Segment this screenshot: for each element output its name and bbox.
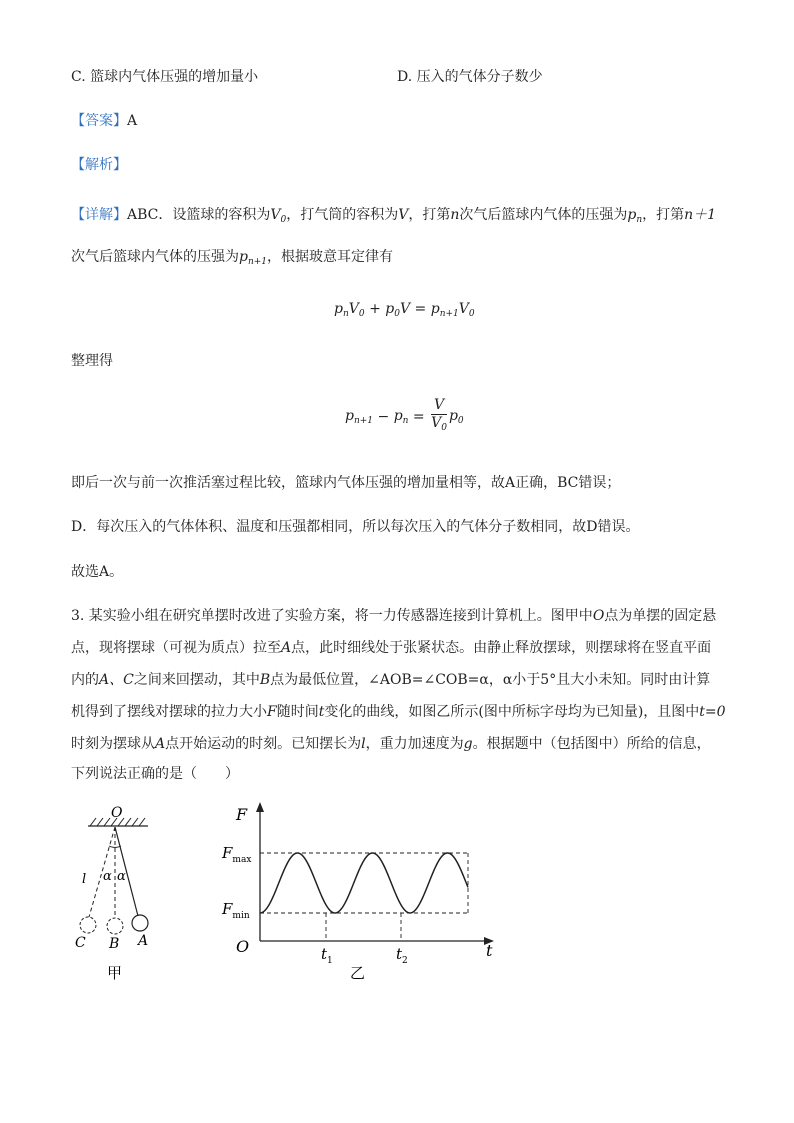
- detail-text: 次气后篮球内气体的压强为: [71, 249, 239, 265]
- var-v: V: [398, 207, 409, 223]
- detail-text: ，打第: [642, 207, 685, 223]
- label-alpha-left: α: [103, 869, 112, 884]
- label-c: C: [75, 935, 86, 951]
- option-d: D. 压入的气体分子数少: [397, 69, 543, 85]
- force-time-graph: [218, 796, 503, 986]
- var-n: n: [450, 207, 460, 223]
- caption-yi: 乙: [350, 964, 366, 982]
- var-pn: $p_n$: [627, 207, 643, 225]
- equation-1: $p_nV_0 + p_0V = p_{n+1}V_0$: [334, 301, 475, 319]
- label-f-axis: F: [236, 805, 248, 824]
- detail-text: ，打第: [408, 207, 451, 223]
- equation-2: $p_{n+1} - p_n$ = $\frac{V}{V_0}$ $p_0$: [345, 397, 464, 433]
- var-v0: $V_0$: [270, 207, 287, 225]
- option-c: C. 篮球内气体压强的增加量小: [71, 69, 259, 85]
- ball-b: [107, 918, 123, 934]
- q3-line-1: 3. 某实验小组在研究单摆时改进了实验方案，将一力传感器连接到计算机上。图甲中O点为单摆的固定悬: [71, 608, 717, 624]
- label-alpha-right: α: [117, 869, 126, 884]
- answer-line: [71, 111, 137, 131]
- pendulum-figure: [70, 800, 180, 985]
- ball-a: [132, 915, 148, 931]
- detail-line-2: [71, 247, 393, 272]
- answer-tag: 【答案】: [71, 113, 127, 129]
- q3-line-3: 内的A、C之间来回摆动，其中B点为最低位置，∠AOB=∠COB=α，α小于5°且大小未知。同时由计算: [71, 672, 711, 688]
- f-axis-arrow: [256, 802, 264, 812]
- q3-line-2: 点，现将摆球（可视为质点）拉至A点，此时细线处于张紧状态。由静止释放摆球，则摆球将在竖直平面: [71, 640, 712, 656]
- detail-tag: 【详解】: [71, 207, 127, 223]
- label-b: B: [109, 936, 120, 952]
- var-pn1: $p_{n+1}$: [239, 249, 268, 267]
- label-l: l: [82, 872, 87, 887]
- detail-text: 次气后篮球内气体的压强为: [459, 207, 628, 223]
- label-t2: $t_2$: [396, 945, 408, 966]
- label-t-axis: t: [486, 941, 493, 960]
- label-origin: O: [236, 937, 250, 956]
- caption-jia: 甲: [107, 964, 123, 982]
- answer-value: A: [127, 113, 138, 129]
- label-a: A: [138, 933, 149, 949]
- q3-line-4: 机得到了摆线对摆球的拉力大小F随时间t变化的曲线，如图乙所示(图中所标字母均为已知量)，且图中t=0: [71, 704, 726, 720]
- detail-text: ，根据玻意耳定律有: [267, 249, 394, 265]
- var-n1: n＋1: [684, 207, 717, 223]
- analysis-tag: 【解析】: [71, 157, 127, 173]
- label-fmin: $F_{min}$: [222, 900, 250, 921]
- force-curve: [260, 853, 468, 913]
- conclusion-1: 即后一次与前一次推活塞过程比较，篮球内气体压强的增加量相等，故A正确，BC错误；: [71, 475, 621, 491]
- label-fmax: $F_{max}$: [222, 844, 252, 865]
- label-o: O: [111, 805, 123, 821]
- q3-line-6: 下列说法正确的是（ ）: [71, 766, 239, 782]
- detail-text: ABC．设篮球的容积为: [127, 207, 271, 223]
- angle-arc: [109, 846, 121, 848]
- conclusion-2: D．每次压入的气体体积、温度和压强都相同，所以每次压入的气体分子数相同，故D错误。: [71, 519, 640, 535]
- ball-c: [80, 917, 96, 933]
- choose-text: 故选A。: [71, 564, 124, 580]
- label-t1: $t_1$: [321, 945, 333, 966]
- organize-text: 整理得: [71, 353, 113, 369]
- detail-text: ，打气筒的容积为: [286, 207, 399, 223]
- detail-line-1: [71, 205, 716, 230]
- q3-line-5: 时刻为摆球从A点开始运动的时刻。已知摆长为l，重力加速度为g。根据题中（包括图中）所给的信息，: [71, 736, 711, 752]
